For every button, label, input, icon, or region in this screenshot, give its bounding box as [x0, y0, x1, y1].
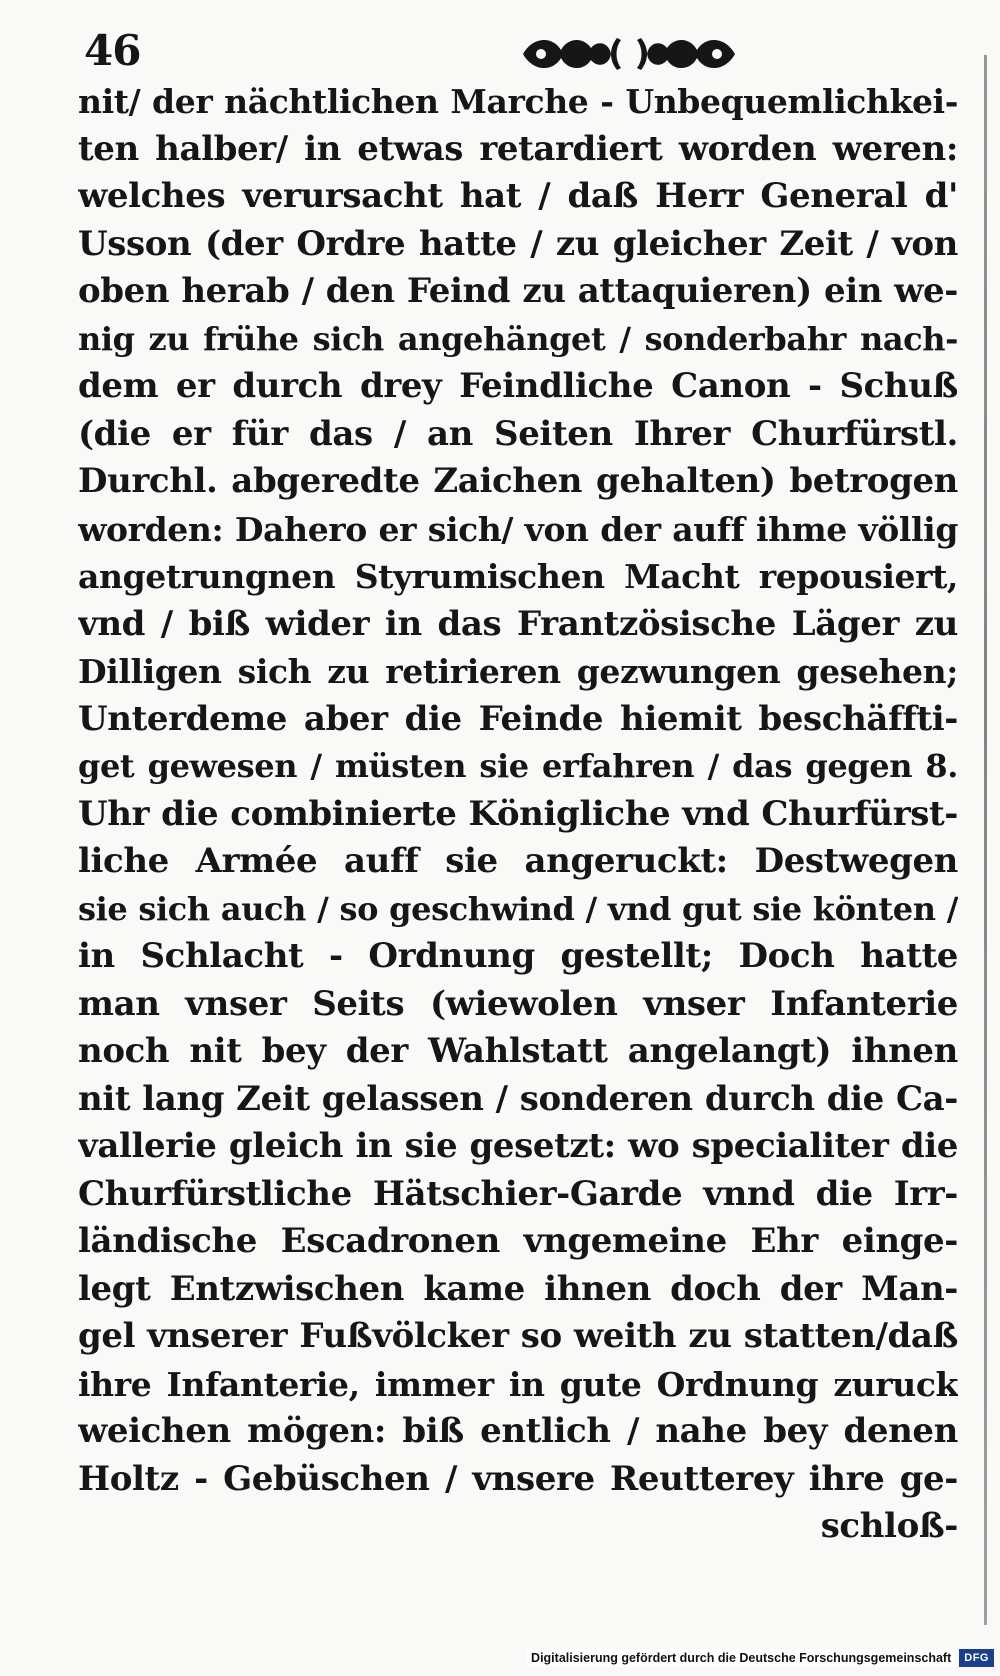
text-line: angetrungnen Styrumischen Macht repousiert,	[78, 557, 958, 596]
text-line: Churfürstliche Hätschier-Garde vnnd die Irr-	[78, 1173, 958, 1214]
text-line: nit/ der nächtlichen Marche - Unbequemlichkei-	[78, 82, 958, 121]
body-text	[78, 78, 958, 1551]
text-line: sie sich auch / so geschwind / vnd gut sie könten /	[78, 889, 958, 928]
text-line: ihre Infanterie, immer in gute Ordnung zuruck	[78, 1364, 958, 1404]
text-line: man vnser Seits (wiewolen vnser Infanterie	[78, 983, 958, 1024]
text-line: worden: Dahero er sich/ von der auff ihme völlig	[78, 509, 958, 549]
digitization-footer	[527, 1646, 994, 1670]
header-ornament	[513, 30, 745, 78]
page-edge-shadow	[984, 55, 987, 1625]
text-line: nit lang Zeit gelassen / sonderen durch die Ca-	[78, 1078, 958, 1119]
page-number: 46	[84, 26, 141, 75]
text-line: (die er für das / an Seiten Ihrer Churfürstl.	[78, 413, 958, 454]
text-line: vnd / biß wider in das Frantzösische Läger zu	[78, 603, 958, 644]
dfg-logo: DFG	[959, 1649, 994, 1667]
text-line: Uhr die combinierte Königliche vnd Churfürst-	[78, 793, 958, 834]
text-line: welches verursacht hat / daß Herr General d'	[78, 176, 958, 216]
text-line: Holtz - Gebüschen / vnsere Reutterey ihre ge-	[78, 1458, 958, 1499]
text-line: oben herab / den Feind zu attaquieren) ein we-	[78, 271, 958, 311]
text-line: in Schlacht - Ordnung gestellt; Doch hatte	[78, 936, 958, 976]
text-line: liche Armée auff sie angeruckt: Destwegen	[78, 841, 958, 881]
text-line: legt Entzwischen kame ihnen doch der Man-	[78, 1268, 958, 1309]
text-line: ländische Escadronen vngemeine Ehr einge-	[78, 1221, 958, 1261]
text-line: dem er durch drey Feindliche Canon - Schuß	[78, 366, 958, 406]
text-line: Durchl. abgeredte Zaichen gehalten) betrogen	[78, 461, 958, 501]
text-line: ten halber/ in etwas retardiert worden weren:	[78, 128, 958, 169]
text-line: nig zu frühe sich angehänget / sonderbahr nach-	[78, 319, 958, 358]
text-line: get gewesen / müsten sie erfahren / das gegen 8.	[78, 747, 958, 785]
text-line: Usson (der Ordre hatte / zu gleicher Zeit / von	[78, 223, 958, 264]
catchword: schloß-	[820, 1506, 958, 1546]
text-line: Unterdeme aber die Feinde hiemit beschäffti-	[78, 698, 958, 739]
text-line: weichen mögen: biß entlich / nahe bey denen	[78, 1411, 958, 1451]
footer-credit: Digitalisierung gefördert durch die Deutsche Forschungsgemeinschaft	[527, 1649, 955, 1667]
text-line: vallerie gleich in sie gesetzt: wo specialiter die	[78, 1126, 958, 1166]
text-line: Dilligen sich zu retirieren gezwungen gesehen;	[78, 652, 958, 691]
text-line: noch nit bey der Wahlstatt angelangt) ihnen	[78, 1031, 958, 1071]
page-header	[78, 22, 958, 84]
text-line: gel vnserer Fußvölcker so weith zu statten/daß	[78, 1316, 958, 1356]
ornament-vignette-icon	[513, 30, 745, 78]
